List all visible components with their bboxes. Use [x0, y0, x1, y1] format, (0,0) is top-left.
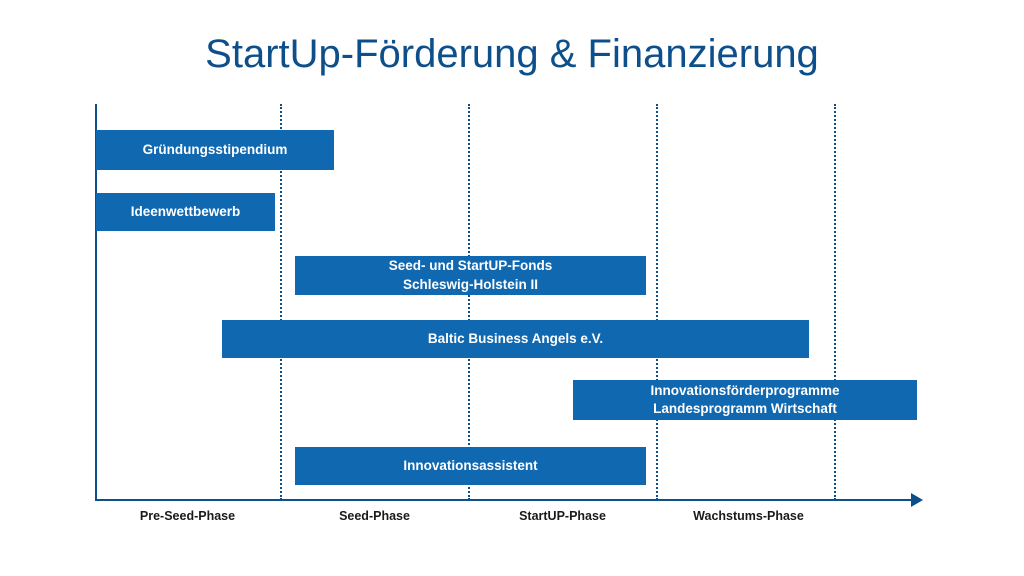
bar-baltic-business-angels[interactable]	[222, 320, 809, 358]
bar-label: Gründungsstipendium	[142, 141, 288, 157]
bar-label-line2: Schleswig-Holstein II	[402, 276, 539, 292]
bar-ideenwettbewerb[interactable]	[96, 193, 275, 231]
bar-seed-und-startup-fonds[interactable]	[295, 256, 646, 295]
x-axis-arrow-icon	[911, 493, 923, 507]
x-axis	[95, 499, 915, 501]
bar-label: Ideenwettbewerb	[130, 203, 241, 219]
axis-label-wachstums-phase: Wachstums-Phase	[693, 509, 804, 523]
bar-label: Baltic Business Angels e.V.	[427, 330, 604, 346]
bar-innovationsfoerderprogramme[interactable]	[573, 380, 917, 420]
bar-label-line1: Innovationsförderprogramme	[650, 382, 840, 398]
axis-label-startup-phase: StartUP-Phase	[519, 509, 606, 523]
bar-gruendungsstipendium[interactable]	[96, 130, 334, 170]
axis-label-seed-phase: Seed-Phase	[339, 509, 410, 523]
axis-label-pre-seed-phase: Pre-Seed-Phase	[139, 509, 236, 523]
bar-label: Innovationsassistent	[403, 457, 538, 473]
bar-label-line1: Seed- und StartUP-Fonds	[388, 258, 553, 274]
bar-label-line2: Landesprogramm Wirtschaft	[653, 401, 837, 416]
page-title: StartUp-Förderung & Finanzierung	[205, 32, 819, 76]
gridline-4	[834, 104, 836, 500]
bar-innovationsassistent[interactable]	[295, 447, 646, 485]
gridline-2	[468, 104, 470, 500]
gridline-3	[656, 104, 658, 500]
